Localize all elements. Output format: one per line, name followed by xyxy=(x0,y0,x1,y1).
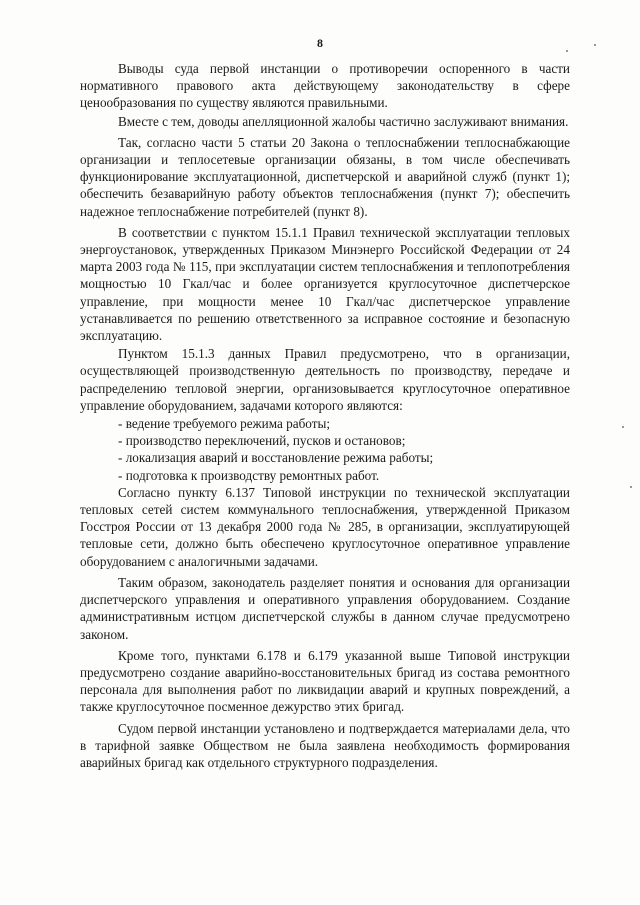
paragraph: Пунктом 15.1.3 данных Правил предусмотрено, что в организации, осуществляющей производственную деятельность по производству, передаче и распределению тепловой энергии, организовывается круглосуточное оперативное управление оборудованием, задачами которого являются: xyxy=(80,346,570,413)
scan-speck xyxy=(566,50,568,52)
document-body xyxy=(80,60,570,772)
paragraph: Таким образом, законодатель разделяет понятия и основания для организации диспетчерского управления и оперативного управления оборудованием. Создание административным истцом диспетчерской службы в данном случае предусмотрено законом. xyxy=(80,574,570,642)
paragraph: Так, согласно части 5 статьи 20 Закона о теплоснабжении теплоснабжающие организации и теплосетевые организации обязаны, в том числе обеспечивать функционирование эксплуатационной, диспетчерской и аварийной служб (пункт 1); обеспечить безаварийную работу объектов теплоснабжения (пункт 7); обеспечить надежное теплоснабжение потребителей (пункт 8). xyxy=(80,134,570,219)
scan-speck xyxy=(630,486,632,488)
paragraph: Выводы суда первой инстанции о противоречии оспоренного в части нормативного правового акта действующему законодательству в сфере ценообразования по существу являются правильными. xyxy=(80,61,570,111)
list-item: - ведение требуемого режима работы; xyxy=(118,416,330,432)
scan-speck xyxy=(622,426,624,428)
paragraph: Кроме того, пунктами 6.178 и 6.179 указанной выше Типовой инструкции предусмотрено создание аварийно-восстановительных бригад из состава ремонтного персонала для выполнения работ по ликвидации аварий и крупных повреждений, а также круглосуточное посменное дежурство этих бригад. xyxy=(80,647,570,715)
task-list xyxy=(80,415,570,484)
paragraph: Судом первой инстанции установлено и подтверждается материалами дела, что в тарифной заявке Обществом не была заявлена необходимость формирования аварийных бригад как отдельного структурного подразделения. xyxy=(80,720,570,770)
paragraph: Вместе с тем, доводы апелляционной жалобы частично заслуживают внимания. xyxy=(118,113,569,129)
list-item: - производство переключений, пусков и остановов; xyxy=(118,433,406,449)
scan-speck xyxy=(594,44,596,46)
list-item: - локализация аварий и восстановление режима работы; xyxy=(118,450,434,466)
paragraph: В соответствии с пунктом 15.1.1 Правил технической эксплуатации тепловых энергоустановок, утвержденных Приказом Минэнерго Российской Федерации от 24 марта 2003 года № 115, при эксплуатации систем теплоснабжения и теплопотребления мощностью 10 Гкал/час и более организуется круглосуточное диспетчерское управление, при мощности менее 10 Гкал/час диспетчерское управление устанавливается по решению ответственного за исправное состояние и безопасную эксплуатацию. xyxy=(80,224,570,344)
list-item: - подготовка к производству ремонтных работ. xyxy=(118,467,380,483)
page-number: 8 xyxy=(317,36,323,50)
paragraph: Согласно пункту 6.137 Типовой инструкции по технической эксплуатации тепловых сетей систем коммунального теплоснабжения, утвержденной Приказом Госстроя России от 13 декабря 2000 года № 285, в организации, эксплуатирующей тепловые сети, должно быть обеспечено круглосуточное оперативное управление оборудованием с аналогичными задачами. xyxy=(80,484,570,569)
